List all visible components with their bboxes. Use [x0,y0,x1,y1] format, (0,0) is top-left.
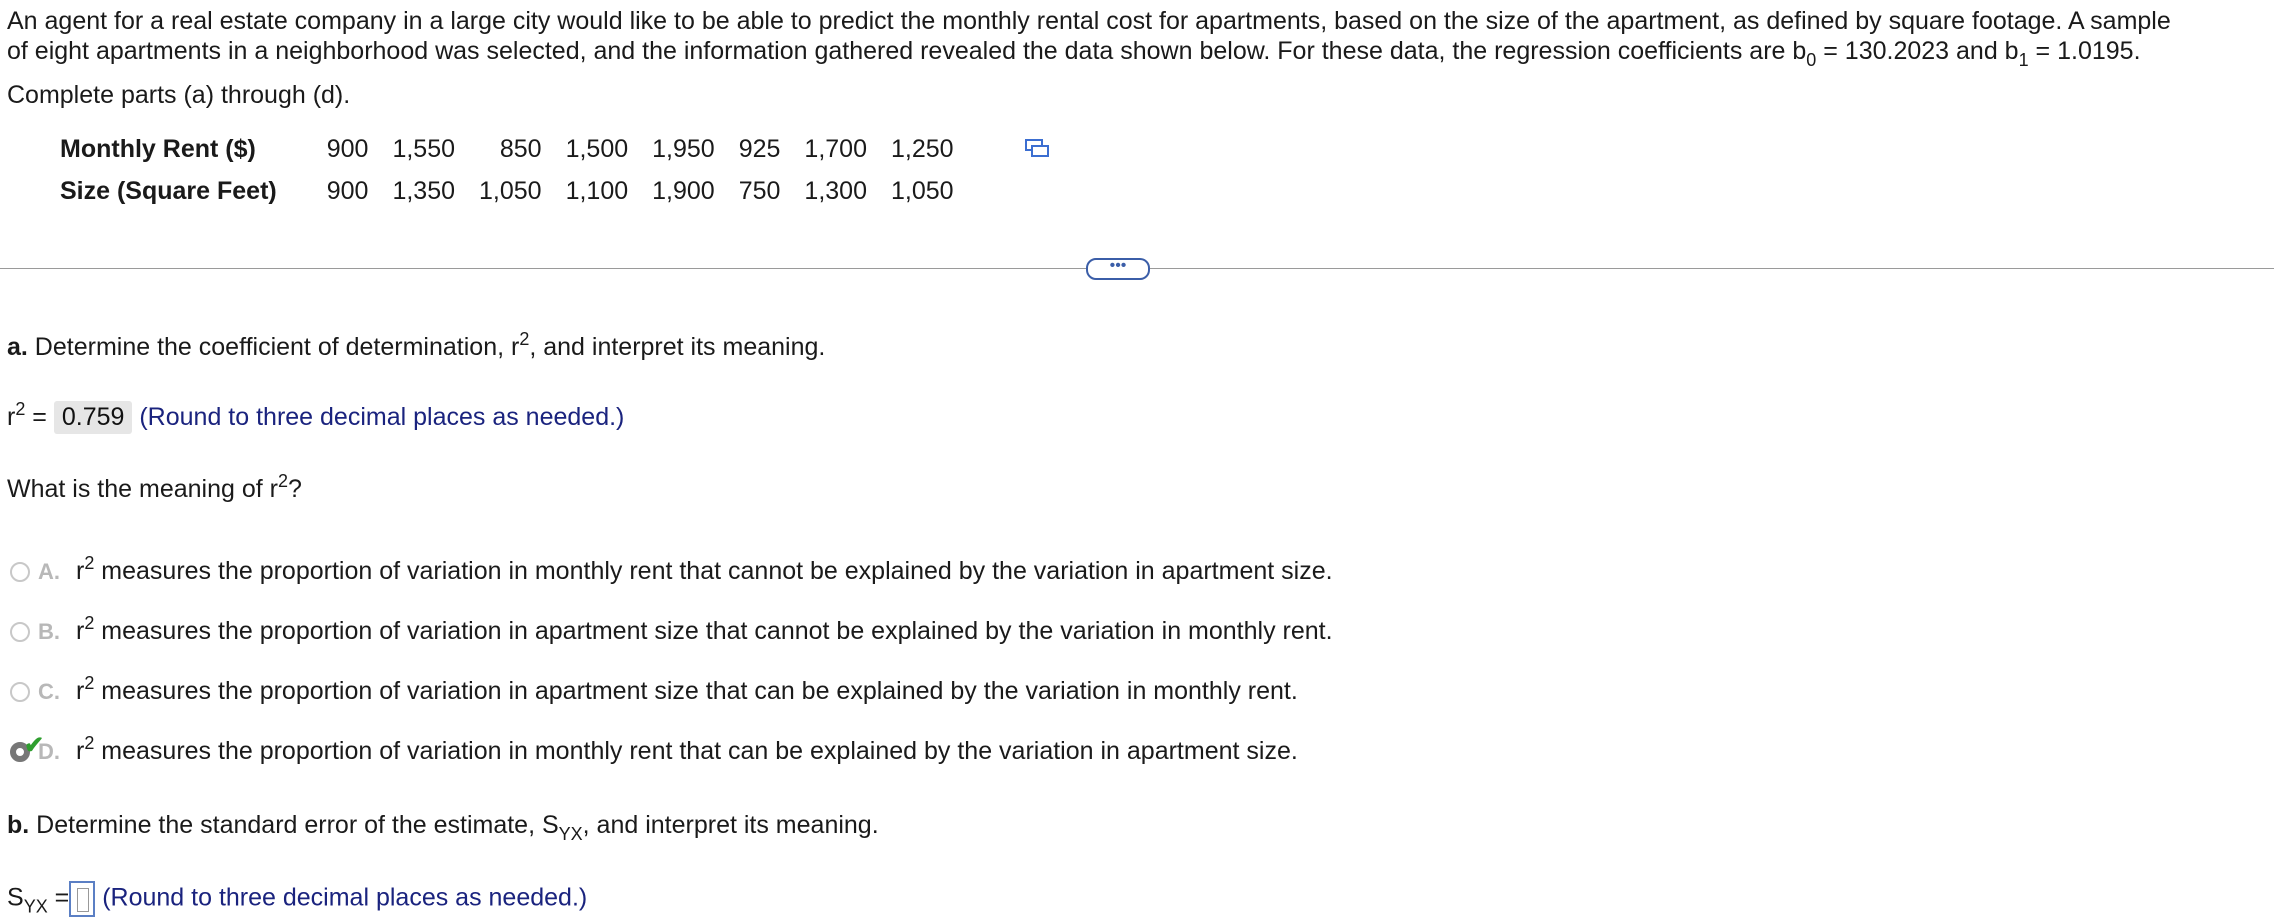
copy-data-icon[interactable] [1024,138,1050,158]
option-a-r: r [76,557,85,585]
b1-value: = 1.0195. [2028,37,2141,65]
table-cell: 1,900 [652,176,715,205]
expand-more-button[interactable]: ••• [1086,258,1150,280]
option-a-text: measures the proportion of variation in monthly rent that cannot be explained by the variation in apartment size. [94,557,1333,585]
data-table [52,128,966,212]
part-b-question [7,811,879,844]
r-squared-superscript: 2 [519,329,530,349]
syx-input[interactable] [69,881,95,917]
table-cell: 1,350 [392,176,456,205]
part-b-label: b. [7,811,30,839]
option-c-r: r [76,677,85,705]
row-label: Size (Square Feet) [60,176,277,205]
rounding-hint: (Round to three decimal places as needed.) [139,403,625,431]
b0-value: = 130.2023 and b [1816,37,2019,65]
radio-a[interactable] [10,562,30,582]
table-cell: 1,250 [890,134,954,163]
table-cell: 1,700 [804,134,867,163]
table-cell: 1,050 [479,176,542,205]
option-b-letter: B. [38,619,60,644]
option-a[interactable] [10,553,1333,597]
table-cell: 1,050 [890,176,954,205]
meaning-question-mark: ? [287,475,302,503]
option-c-text: measures the proportion of variation in apartment size that can be explained by the variation in monthly rent. [94,677,1298,705]
option-d-letter: D. [38,739,60,764]
option-b-sup: 2 [84,613,95,633]
row-label: Monthly Rent ($) [60,134,256,163]
option-c-sup: 2 [84,673,95,693]
option-d-sup: 2 [84,733,95,753]
table-cell: 750 [738,176,781,205]
part-a-question [7,329,826,362]
answer-r-label: r [7,403,16,431]
meaning-question-text: What is the meaning of r [7,475,278,503]
intro-line-1: An agent for a real estate company in a large city would like to be able to predict the monthly rental cost for apartments, based on the size of the apartment, as defined by square footage. A sample [7,7,2171,35]
option-d[interactable] [10,732,1298,777]
option-a-sup: 2 [84,553,95,573]
r-squared-answer[interactable]: 0.759 [54,401,133,434]
option-b-r: r [76,617,85,645]
table-cell: 1,550 [392,134,456,163]
part-b-text-end: , and interpret its meaning. [582,811,879,839]
b1-subscript: 1 [2018,50,2029,70]
part-a-label: a. [7,333,28,361]
b0-subscript: 0 [1806,50,1817,70]
intro-line-2 [7,36,2171,70]
intro-line-2-text: of eight apartments in a neighborhood was selected, and the information gathered revealed the data shown below. For these data, the regression coefficients are b [7,37,1807,65]
answer-r-superscript: 2 [15,399,26,419]
radio-c[interactable] [10,682,30,702]
radio-b[interactable] [10,622,30,642]
table-cell: 1,300 [804,176,867,205]
problem-statement [7,6,2171,110]
syx-subscript: YX [558,824,583,844]
meaning-superscript: 2 [277,471,288,491]
part-b-text: Determine the standard error of the estimate, S [29,811,559,839]
table-cell: 1,500 [565,134,629,163]
table-cell: 1,950 [652,134,715,163]
table-cell: 900 [326,134,369,163]
table-cell: 900 [326,176,369,205]
table-cell: 925 [738,134,781,163]
option-c[interactable] [10,673,1298,717]
option-d-text: measures the proportion of variation in monthly rent that can be explained by the variation in apartment size. [94,737,1298,765]
part-a-text: Determine the coefficient of determination, r [27,333,520,361]
part-a-text-end: , and interpret its meaning. [529,333,826,361]
part-a-answer-line [7,401,624,434]
table-row-size [52,170,966,212]
answer-s-subscript: YX [23,896,48,917]
table-cell: 850 [499,134,542,163]
part-b-answer-line [7,881,587,917]
answer-equals: = [25,403,54,431]
option-d-r: r [76,737,85,765]
intro-line-3: Complete parts (a) through (d). [7,81,351,109]
answer-s-label: S [7,883,24,912]
correct-check-icon: ✔ [24,732,45,759]
answer-s-equals: = [47,883,70,912]
meaning-question [7,471,302,504]
table-row-rent [52,128,966,170]
option-b-text: measures the proportion of variation in apartment size that cannot be explained by the variation in monthly rent. [94,617,1333,645]
option-b[interactable] [10,613,1333,657]
option-a-letter: A. [38,559,60,584]
rounding-hint-b: (Round to three decimal places as needed.) [102,883,588,912]
option-c-letter: C. [38,679,60,704]
table-cell: 1,100 [565,176,629,205]
